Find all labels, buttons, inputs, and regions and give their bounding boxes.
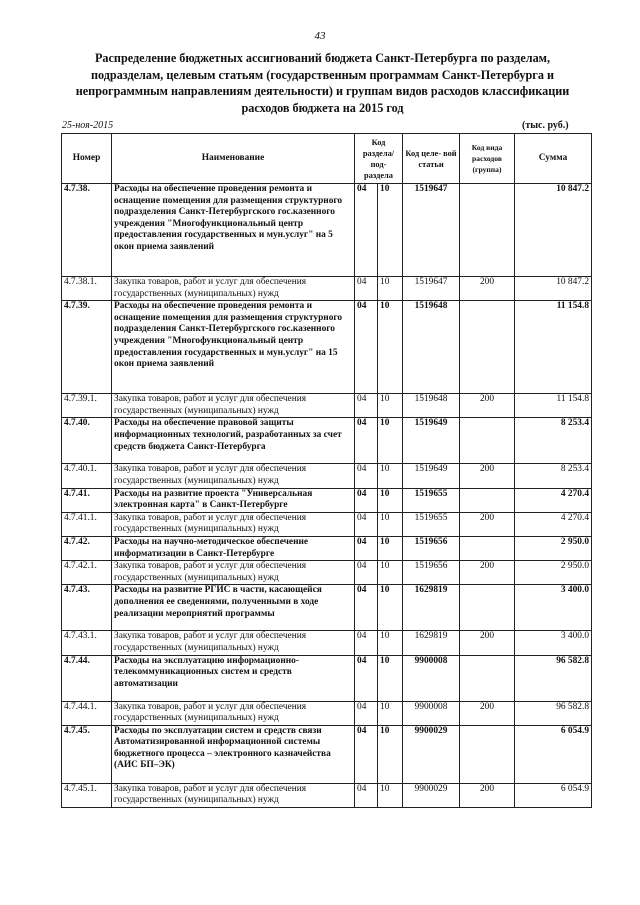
row-expense-type: 200 [460,631,515,655]
row-section: 04 [355,783,378,807]
row-number: 4.7.40. [62,418,112,464]
header-number: Номер [62,134,112,184]
row-target: 9900029 [403,783,460,807]
row-section: 04 [355,394,378,418]
table-row [62,418,592,464]
row-subsection: 10 [378,783,403,807]
row-expense-type: 200 [460,561,515,585]
row-name: Закупка товаров, работ и услуг для обеспечения государственных (муниципальных) нужд [112,464,355,488]
row-number: 4.7.38. [62,184,112,277]
row-amount: 4 270.4 [515,488,592,512]
row-name: Закупка товаров, работ и услуг для обеспечения государственных (муниципальных) нужд [112,394,355,418]
row-section: 04 [355,418,378,464]
row-number: 4.7.45. [62,725,112,783]
row-number: 4.7.41.1. [62,512,112,536]
row-number: 4.7.41. [62,488,112,512]
row-name: Закупка товаров, работ и услуг для обеспечения государственных (муниципальных) нужд [112,512,355,536]
row-section: 04 [355,536,378,560]
row-target: 9900008 [403,701,460,725]
row-target: 1519647 [403,184,460,277]
row-subsection: 10 [378,725,403,783]
row-name: Расходы на обеспечение проведения ремонта и оснащение помещения для размещения структурного подразделения Санкт-Петербургского гос.казенного учреждения "Многофункциональный центр предоставления государственных и мун.услуг" на 5 окон приема заявлений [112,184,355,277]
row-name: Расходы по эксплуатации систем и средств связи Автоматизированной информационной системы бюджетного процесса – электронного казначейства (АИС БП–ЭК) [112,725,355,783]
row-name: Закупка товаров, работ и услуг для обеспечения государственных (муниципальных) нужд [112,277,355,301]
row-number: 4.7.39. [62,301,112,394]
table-row [62,301,592,394]
table-row [62,585,592,631]
row-amount: 11 154.8 [515,394,592,418]
row-name: Расходы на эксплуатацию информационно-телекоммуникационных систем и средств автоматизации [112,655,355,701]
row-subsection: 10 [378,184,403,277]
row-expense-type [460,585,515,631]
row-amount: 8 253.4 [515,464,592,488]
table-row [62,631,592,655]
header-section-code: Код раздела/ под- раздела [355,134,403,184]
row-section: 04 [355,301,378,394]
table-row [62,536,592,560]
row-target: 1519649 [403,418,460,464]
table-row [62,277,592,301]
row-amount: 4 270.4 [515,512,592,536]
row-name: Закупка товаров, работ и услуг для обеспечения государственных (муниципальных) нужд [112,631,355,655]
row-number: 4.7.39.1. [62,394,112,418]
row-amount: 2 950.0 [515,536,592,560]
row-amount: 6 054.9 [515,783,592,807]
row-target: 1519655 [403,488,460,512]
row-section: 04 [355,631,378,655]
budget-table [61,133,592,808]
row-section: 04 [355,655,378,701]
row-name: Расходы на научно-методическое обеспечение информатизации в Санкт-Петербурге [112,536,355,560]
row-amount: 96 582.8 [515,701,592,725]
table-row [62,561,592,585]
row-section: 04 [355,184,378,277]
row-section: 04 [355,464,378,488]
row-number: 4.7.42.1. [62,561,112,585]
row-subsection: 10 [378,301,403,394]
row-expense-type: 200 [460,783,515,807]
row-number: 4.7.43. [62,585,112,631]
row-target: 9900029 [403,725,460,783]
header-amount: Сумма [515,134,592,184]
row-subsection: 10 [378,585,403,631]
row-name: Закупка товаров, работ и услуг для обеспечения государственных (муниципальных) нужд [112,783,355,807]
row-target: 1629819 [403,631,460,655]
row-subsection: 10 [378,464,403,488]
row-section: 04 [355,585,378,631]
header-name: Наименование [112,134,355,184]
row-section: 04 [355,725,378,783]
row-expense-type: 200 [460,277,515,301]
table-row [62,394,592,418]
row-amount: 10 847.2 [515,184,592,277]
row-amount: 10 847.2 [515,277,592,301]
row-amount: 2 950.0 [515,561,592,585]
row-amount: 11 154.8 [515,301,592,394]
row-target: 9900008 [403,655,460,701]
row-name: Расходы на развитие проекта "Универсальная электронная карта" в Санкт-Петербурге [112,488,355,512]
row-expense-type [460,418,515,464]
row-target: 1629819 [403,585,460,631]
row-section: 04 [355,561,378,585]
table-row [62,184,592,277]
row-subsection: 10 [378,277,403,301]
row-number: 4.7.38.1. [62,277,112,301]
row-target: 1519648 [403,301,460,394]
row-expense-type [460,488,515,512]
page-number: 43 [314,30,326,42]
row-expense-type [460,301,515,394]
row-expense-type: 200 [460,512,515,536]
table-body [62,184,592,808]
row-subsection: 10 [378,536,403,560]
row-subsection: 10 [378,512,403,536]
row-name: Расходы на обеспечение проведения ремонта и оснащение помещения для размещения структурного подразделения Санкт-Петербургского гос.казенного учреждения "Многофункциональный центр предоставления государственных и мун.услуг" на 15 окон приема заявлений [112,301,355,394]
row-subsection: 10 [378,394,403,418]
row-subsection: 10 [378,701,403,725]
row-name: Закупка товаров, работ и услуг для обеспечения государственных (муниципальных) нужд [112,701,355,725]
row-expense-type [460,536,515,560]
row-target: 1519655 [403,512,460,536]
row-subsection: 10 [378,655,403,701]
table-row [62,701,592,725]
header-expense-type: Код вида расходов (группа) [460,134,515,184]
table-row [62,725,592,783]
row-name: Расходы на обеспечение правовой защиты информационных технологий, разработанных за счет средств бюджета Санкт-Петербурга [112,418,355,464]
row-expense-type [460,725,515,783]
row-target: 1519647 [403,277,460,301]
row-subsection: 10 [378,561,403,585]
row-amount: 96 582.8 [515,655,592,701]
row-expense-type [460,655,515,701]
row-target: 1519656 [403,561,460,585]
table-header-row [62,134,592,184]
row-number: 4.7.44.1. [62,701,112,725]
row-amount: 8 253.4 [515,418,592,464]
row-amount: 3 400.0 [515,585,592,631]
row-expense-type: 200 [460,464,515,488]
table-row [62,488,592,512]
row-section: 04 [355,488,378,512]
row-number: 4.7.44. [62,655,112,701]
document-title: Распределение бюджетных ассигнований бюджета Санкт-Петербурга по разделам, подразделам, целевым статьям (государственным программам Санкт-Петербурга и непрограммным направлениям деятельности) и группам видов расходов классификации расходов бюджета на 2015 год [75,51,570,115]
table-row [62,512,592,536]
row-name: Расходы на развитие РГИС в части, касающейся дополнения ее сведениями, полученными в ходе реализации мероприятий программы [112,585,355,631]
row-section: 04 [355,701,378,725]
row-target: 1519649 [403,464,460,488]
header-target-code: Код целе- вой статьи [403,134,460,184]
table-row [62,655,592,701]
row-number: 4.7.40.1. [62,464,112,488]
table-row [62,783,592,807]
row-subsection: 10 [378,488,403,512]
row-name: Закупка товаров, работ и услуг для обеспечения государственных (муниципальных) нужд [112,561,355,585]
row-subsection: 10 [378,631,403,655]
row-expense-type: 200 [460,701,515,725]
units-label: (тыс. руб.) [522,120,569,131]
row-target: 1519656 [403,536,460,560]
row-number: 4.7.43.1. [62,631,112,655]
row-number: 4.7.42. [62,536,112,560]
row-subsection: 10 [378,418,403,464]
row-amount: 3 400.0 [515,631,592,655]
row-target: 1519648 [403,394,460,418]
row-expense-type: 200 [460,394,515,418]
report-date: 25-ноя-2015 [62,120,114,131]
row-amount: 6 054.9 [515,725,592,783]
row-section: 04 [355,277,378,301]
row-number: 4.7.45.1. [62,783,112,807]
row-expense-type [460,184,515,277]
row-section: 04 [355,512,378,536]
table-row [62,464,592,488]
